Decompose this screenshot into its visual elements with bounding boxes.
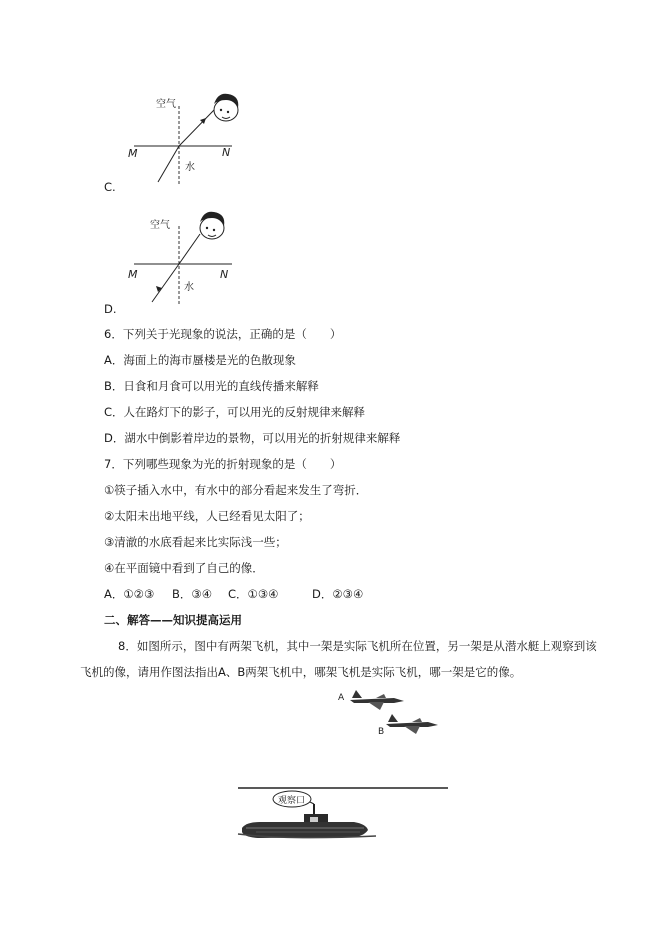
question-7-statement-3: ③清澈的水底看起来比实际浅一些； xyxy=(104,535,287,549)
light-ray-air xyxy=(179,110,214,146)
question-7-option-a: A．①②③ xyxy=(104,587,155,601)
n-label: N xyxy=(222,146,231,159)
question-8-submarine-figure xyxy=(236,782,450,842)
submarine-icon xyxy=(238,814,376,838)
light-ray-underwater xyxy=(158,146,179,182)
periscope-label: 观察口 xyxy=(278,796,306,806)
observer-face-icon xyxy=(214,94,238,121)
question-7-option-d: D．②③④ xyxy=(312,587,364,601)
question-7-statement-4: ④在平面镜中看到了自己的像． xyxy=(104,561,264,575)
light-ray-underwater xyxy=(152,264,179,302)
airplane-b-icon xyxy=(386,714,438,734)
m-label: M xyxy=(128,268,138,281)
question-7-statement-1: ①筷子插入水中，有水中的部分看起来发生了弯折． xyxy=(104,483,368,497)
water-label: 水 xyxy=(184,282,194,293)
question-6-option-b: B．日食和月食可以用光的直线传播来解释 xyxy=(104,379,319,393)
light-ray-air xyxy=(179,234,200,264)
option-d-label: D. xyxy=(104,302,117,316)
question-7-option-b: B．③④ xyxy=(172,587,213,601)
airplane-a-icon xyxy=(350,690,404,710)
observer-face-icon xyxy=(200,212,224,239)
figure-c-refraction-diagram xyxy=(120,78,250,188)
air-label: 空气 xyxy=(156,99,176,110)
water-label: 水 xyxy=(185,162,195,173)
question-8-line-2: 飞机的像，请用作图法指出A、B两架飞机中，哪架飞机是实际飞机，哪一架是它的像。 xyxy=(80,665,522,679)
air-label: 空气 xyxy=(150,220,170,231)
question-7-statement-2: ②太阳未出地平线，人已经看见太阳了； xyxy=(104,509,310,523)
question-7-option-c: C．①③④ xyxy=(228,587,279,601)
question-6-option-d: D．湖水中倒影着岸边的景物，可以用光的折射规律来解释 xyxy=(104,431,401,445)
question-6-stem: 6．下列关于光现象的说法，正确的是（ ） xyxy=(104,327,342,341)
airplane-a-label: A xyxy=(338,693,345,703)
question-6-option-c: C．人在路灯下的影子，可以用光的反射规律来解释 xyxy=(104,405,366,419)
option-c-label: C. xyxy=(104,180,116,194)
question-7-stem: 7．下列哪些现象为光的折射现象的是（ ） xyxy=(104,457,342,471)
question-6-option-a: A．海面上的海市蜃楼是光的色散现象 xyxy=(104,353,296,367)
question-8-line-1: 8．如图所示，图中有两架飞机，其中一架是实际飞机所在位置，另一架是从潜水艇上观察到该 xyxy=(118,639,597,653)
n-label: N xyxy=(220,268,229,281)
airplane-b-label: B xyxy=(378,727,385,737)
m-label: M xyxy=(128,147,138,160)
question-8-airplanes-figure xyxy=(330,686,450,742)
figure-d-refraction-diagram xyxy=(120,204,250,310)
section-2-title: 二、解答——知识提高运用 xyxy=(104,613,242,627)
